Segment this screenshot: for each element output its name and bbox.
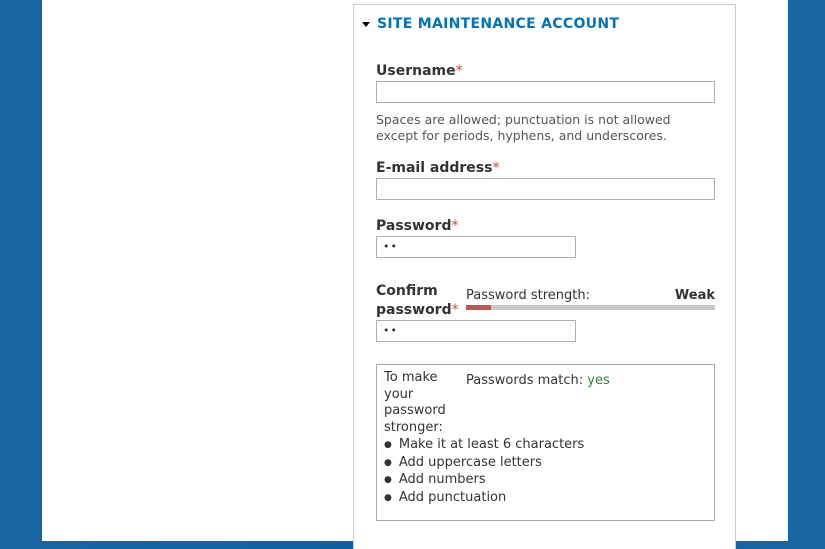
- suggestions-intro: [384, 370, 456, 436]
- username-input[interactable]: [376, 81, 715, 103]
- password-strength-label: Password strength:: [466, 288, 590, 303]
- password-strength-indicator: [466, 288, 715, 310]
- password-label: [376, 217, 458, 236]
- triangle-down-icon: [362, 22, 370, 27]
- list-item: ● Add uppercase letters: [384, 455, 584, 473]
- required-marker: *: [451, 302, 459, 318]
- username-description: Spaces are allowed; punctuation is not allowed except for periods, hyphens, and underscores.: [376, 112, 671, 143]
- required-marker: *: [455, 63, 463, 79]
- suggestions-intro-line: your: [384, 386, 414, 402]
- required-marker: *: [451, 218, 459, 234]
- fieldset-legend-toggle[interactable]: [362, 15, 619, 33]
- email-label: [376, 159, 499, 178]
- password-strength-fill: [466, 305, 491, 310]
- email-input[interactable]: [376, 178, 715, 200]
- password-strength-level: Weak: [674, 288, 715, 303]
- email-label-text: E-mail address: [376, 160, 493, 176]
- passwords-match-value: yes: [587, 373, 610, 388]
- password-suggestions-box: [376, 364, 715, 521]
- list-item: ● Add punctuation: [384, 490, 584, 508]
- password-strength-row: [466, 288, 715, 304]
- suggestions-list: [384, 437, 584, 507]
- username-label-text: Username: [376, 63, 456, 79]
- confirm-password-label-line1: Confirm: [376, 283, 438, 299]
- passwords-match-status: [466, 373, 610, 388]
- fieldset-title: SITE MAINTENANCE ACCOUNT: [377, 16, 620, 32]
- confirm-password-label-line2: password: [376, 302, 452, 318]
- site-maintenance-fieldset: [353, 4, 736, 549]
- suggestions-intro-line: To make: [384, 370, 438, 385]
- username-label: [376, 62, 463, 81]
- password-strength-bar: [466, 305, 715, 310]
- password-label-text: Password: [376, 218, 452, 234]
- confirm-password-label: [376, 282, 459, 320]
- list-item: ● Make it at least 6 characters: [384, 437, 584, 455]
- confirm-password-input[interactable]: ••: [376, 320, 576, 342]
- list-item: ● Add numbers: [384, 472, 584, 490]
- required-marker: *: [492, 160, 500, 176]
- password-input[interactable]: ••: [376, 236, 576, 258]
- suggestions-intro-line: password stronger:: [384, 403, 446, 435]
- passwords-match-label: Passwords match:: [466, 373, 584, 388]
